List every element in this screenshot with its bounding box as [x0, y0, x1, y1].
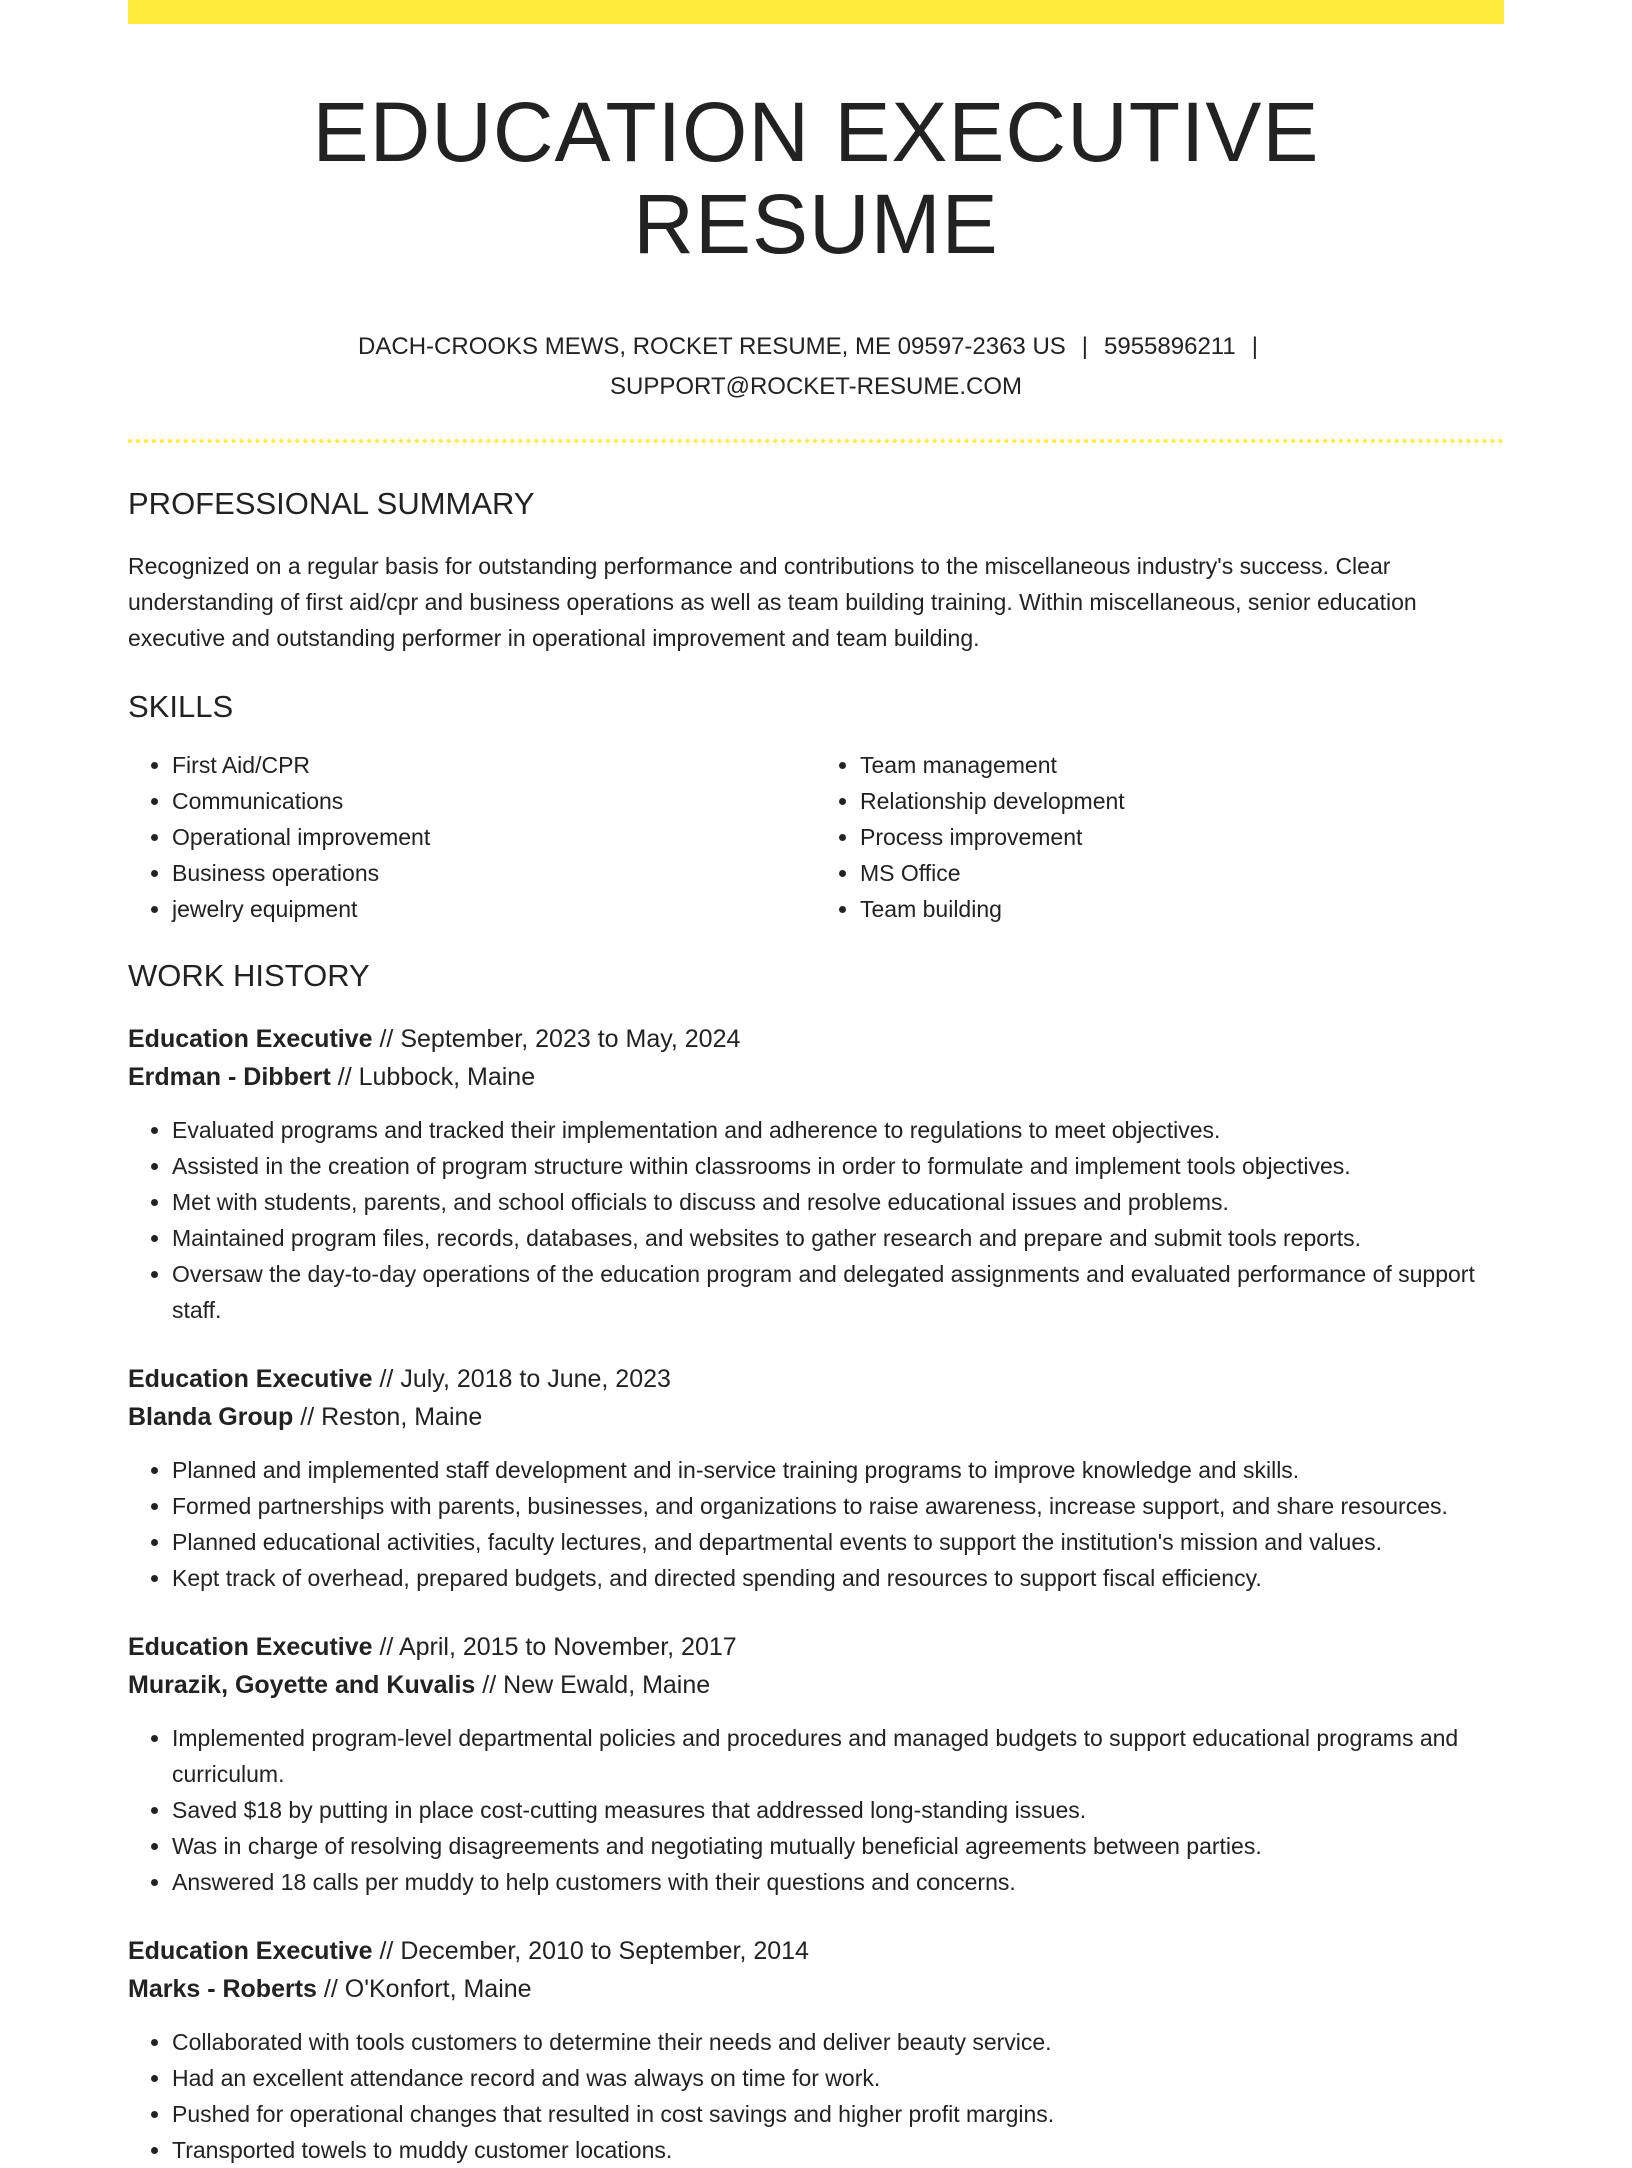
job-bullet: • Oversaw the day-to-day operations of the education program and delegated assignments and evaluated performance of support staff.	[172, 1256, 1504, 1328]
job-bullet: • Formed partnerships with parents, businesses, and organizations to raise awareness, increase support, and share resources.	[172, 1488, 1504, 1524]
job-role: Education Executive	[128, 1025, 373, 1054]
skill-item: • jewelry equipment	[172, 891, 816, 927]
job-divider: //	[379, 1025, 394, 1054]
job-bullets	[128, 1720, 1504, 1900]
job-divider: //	[300, 1403, 315, 1432]
skills-column-left	[128, 747, 816, 927]
job-bullet: • Assisted in the creation of program structure within classrooms in order to formulate and implement tools objectives.	[172, 1148, 1504, 1184]
job-entry	[128, 1932, 1504, 2168]
job-location: Reston, Maine	[321, 1403, 483, 1432]
contact-phone: 5955896211	[1104, 332, 1236, 360]
job-bullet: • Saved $18 by putting in place cost-cutting measures that addressed long-standing issues.	[172, 1792, 1504, 1828]
skills-list	[128, 747, 1504, 927]
job-bullet: • Was in charge of resolving disagreements and negotiating mutually beneficial agreements between parties.	[172, 1828, 1504, 1864]
dotted-divider	[128, 439, 1504, 443]
job-dates: July, 2018 to June, 2023	[400, 1365, 671, 1394]
job-bullet: • Planned and implemented staff development and in-service training programs to improve knowledge and skills.	[172, 1452, 1504, 1488]
job-dates: September, 2023 to May, 2024	[400, 1025, 741, 1054]
contact-info	[128, 327, 1504, 407]
job-bullet: • Pushed for operational changes that resulted in cost savings and higher profit margins.	[172, 2096, 1504, 2132]
job-company-line	[128, 1970, 1504, 2008]
job-bullet: • Collaborated with tools customers to determine their needs and deliver beauty service.	[172, 2024, 1504, 2060]
summary-text: Recognized on a regular basis for outstanding performance and contributions to the miscellaneous industry's success. Clear understanding of first aid/cpr and business operations as well as team building training. Within miscellaneous, senior education executive and outstanding performer in operational improvement and team building.	[128, 552, 1417, 651]
job-divider: //	[337, 1063, 352, 1092]
job-role-line	[128, 1360, 1504, 1398]
job-divider: //	[323, 1975, 338, 2004]
skill-item: • Communications	[172, 783, 816, 819]
job-bullets	[128, 1452, 1504, 1596]
top-accent-bar	[128, 0, 1504, 24]
job-company-line	[128, 1058, 1504, 1096]
job-bullet: • Evaluated programs and tracked their implementation and adherence to regulations to meet objectives.	[172, 1112, 1504, 1148]
job-location: Lubbock, Maine	[358, 1063, 536, 1092]
contact-address: DACH-CROOKS MEWS, ROCKET RESUME, ME 09597-2363 US	[358, 332, 1066, 360]
skill-item: • First Aid/CPR	[172, 747, 816, 783]
job-location: New Ewald, Maine	[503, 1671, 711, 1700]
resume-title: EDUCATION EXECUTIVE RESUME	[312, 85, 1320, 272]
job-role: Education Executive	[128, 1937, 373, 1966]
contact-separator: |	[1251, 332, 1258, 360]
job-company: Blanda Group	[128, 1403, 294, 1432]
job-bullet: • Maintained program files, records, databases, and websites to gather research and prepare and submit tools reports.	[172, 1220, 1504, 1256]
job-bullet: • Kept track of overhead, prepared budgets, and directed spending and resources to support fiscal efficiency.	[172, 1560, 1504, 1596]
job-divider: //	[379, 1633, 394, 1662]
job-role-line	[128, 1628, 1504, 1666]
skills-heading: SKILLS	[128, 688, 234, 724]
skill-item: • MS Office	[860, 855, 1504, 891]
job-role: Education Executive	[128, 1365, 373, 1394]
resume-page	[128, 0, 1504, 2168]
skill-item: • Relationship development	[860, 783, 1504, 819]
skill-item: • Operational improvement	[172, 819, 816, 855]
skill-item: • Team management	[860, 747, 1504, 783]
work-history-heading: WORK HISTORY	[128, 958, 370, 994]
contact-email: SUPPORT@ROCKET-RESUME.COM	[610, 372, 1022, 400]
job-location: O'Konfort, Maine	[344, 1975, 532, 2004]
job-bullets	[128, 1112, 1504, 1328]
skill-item: • Business operations	[172, 855, 816, 891]
job-entry	[128, 1360, 1504, 1596]
job-divider: //	[379, 1937, 394, 1966]
job-bullet: • Implemented program-level departmental policies and procedures and managed budgets to support educational programs and curriculum.	[172, 1720, 1504, 1792]
job-bullet: • Transported towels to muddy customer locations.	[172, 2132, 1504, 2168]
job-bullet: • Met with students, parents, and school officials to discuss and resolve educational issues and problems.	[172, 1184, 1504, 1220]
job-dates: April, 2015 to November, 2017	[398, 1633, 737, 1662]
job-company: Marks - Roberts	[128, 1975, 317, 2004]
job-bullet: • Had an excellent attendance record and was always on time for work.	[172, 2060, 1504, 2096]
job-company: Murazik, Goyette and Kuvalis	[128, 1671, 476, 1700]
contact-separator: |	[1081, 332, 1089, 360]
summary-heading: PROFESSIONAL SUMMARY	[128, 485, 535, 521]
job-entry	[128, 1020, 1504, 1328]
job-role: Education Executive	[128, 1633, 373, 1662]
job-company: Erdman - Dibbert	[128, 1063, 331, 1092]
job-dates: December, 2010 to September, 2014	[400, 1937, 809, 1966]
job-divider: //	[379, 1365, 394, 1394]
job-bullet: • Planned educational activities, faculty lectures, and departmental events to support the institution's mission and values.	[172, 1524, 1504, 1560]
job-role-line	[128, 1020, 1504, 1058]
job-bullet: • Answered 18 calls per muddy to help customers with their questions and concerns.	[172, 1864, 1504, 1900]
job-entry	[128, 1628, 1504, 1900]
skill-item: • Team building	[860, 891, 1504, 927]
job-divider: //	[482, 1671, 497, 1700]
skill-item: • Process improvement	[860, 819, 1504, 855]
job-bullets	[128, 2024, 1504, 2168]
job-company-line	[128, 1666, 1504, 1704]
skills-column-right	[816, 747, 1504, 927]
job-role-line	[128, 1932, 1504, 1970]
job-company-line	[128, 1398, 1504, 1436]
